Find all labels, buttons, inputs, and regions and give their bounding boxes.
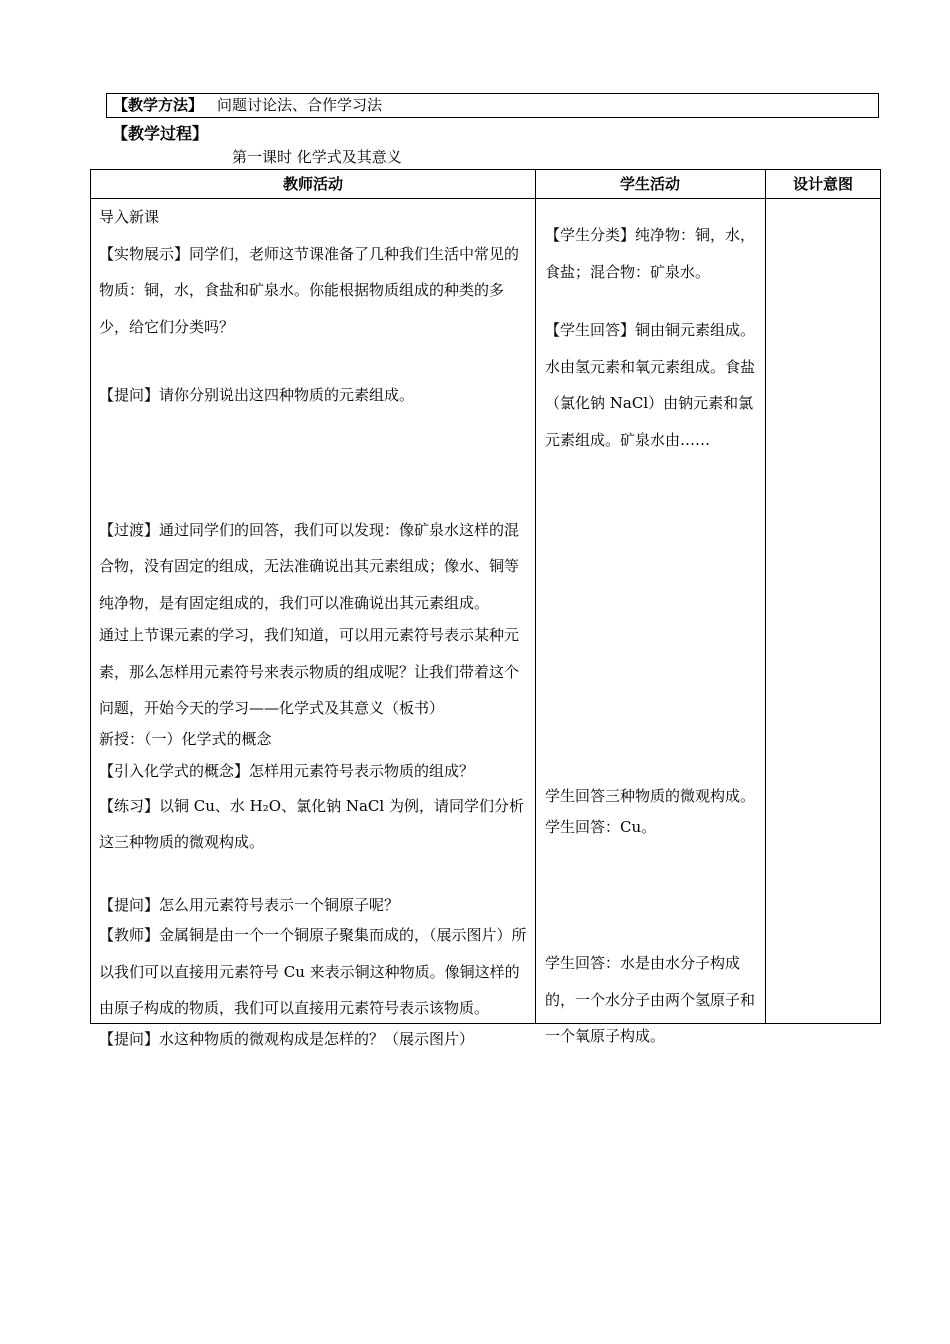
header-student-activity: 学生活动 xyxy=(619,175,680,193)
student-paragraph: 学生回答：水是由水分子构成的，一个水分子由两个氢原子和一个氧原子构成。 xyxy=(545,954,756,1045)
teacher-paragraph: 【提问】请你分别说出这四种物质的元素组成。 xyxy=(99,386,415,404)
teacher-paragraph: 导入新课 xyxy=(99,208,160,226)
teacher-paragraph: 【过渡】通过同学们的回答，我们可以发现：像矿泉水这样的混合物，没有固定的组成，无法准确说出其元素组成；像水、铜等纯净物，是有固定组成的，我们可以准确说出其元素组成。 xyxy=(99,520,520,612)
column-divider xyxy=(535,170,536,1023)
teacher-paragraph: 【实物展示】同学们，老师这节课准备了几种我们生活中常见的物质：铜，水，食盐和矿泉水。你能根据物质组成的种类的多少，给它们分类吗？ xyxy=(99,244,520,336)
teaching-method-value: 问题讨论法、合作学习法 xyxy=(217,96,383,114)
teacher-paragraph: 【提问】水这种物质的微观构成是怎样的？（展示图片） xyxy=(99,1029,475,1048)
student-activity-cell xyxy=(545,199,767,1055)
lesson-table xyxy=(90,169,881,1048)
teacher-paragraph: 【教师】金属铜是由一个一个铜原子聚集而成的，（展示图片）所以我们可以直接用元素符号 Cu 来表示铜这种物质。像铜这样的由原子构成的物质，我们可以直接用元素符号表示该物质。 xyxy=(99,926,527,1017)
teacher-paragraph: 【引入化学式的概念】怎样用元素符号表示物质的组成？ xyxy=(99,762,475,780)
teaching-process-label: 【教学过程】 xyxy=(112,124,209,143)
teacher-paragraph: 新授：（一）化学式的概念 xyxy=(99,729,272,748)
header-design-intent: 设计意图 xyxy=(792,175,853,193)
student-paragraph: 【学生回答】铜由铜元素组成。 水由氢元素和氧元素组成。食盐（氯化钠 NaCl）由钠元素和氯元素组成。矿泉水由…… xyxy=(545,321,756,449)
student-paragraph: 学生回答：Cu。 xyxy=(545,817,657,836)
header-teacher-activity: 教师活动 xyxy=(282,175,343,193)
student-paragraph: 【学生分类】纯净物：铜，水，食盐；混合物：矿泉水。 xyxy=(545,226,756,281)
teacher-paragraph: 【提问】怎么用元素符号表示一个铜原子呢？ xyxy=(99,895,400,914)
teacher-paragraph: 通过上节课元素的学习，我们知道，可以用元素符号表示某种元素，那么怎样用元素符号来表示物质的组成呢？让我们带着这个问题，开始今天的学习——化学式及其意义（板书） xyxy=(99,626,520,717)
teacher-activity-cell xyxy=(99,199,529,1057)
lesson-title: 第一课时 化学式及其意义 xyxy=(232,148,402,166)
teaching-method-label: 【教学方法】 xyxy=(113,96,204,114)
teacher-paragraph: 【练习】以铜 Cu、水 H₂O、氯化钠 NaCl 为例，请同学们分析这三种物质的微观构成。 xyxy=(99,796,524,851)
student-paragraph: 学生回答三种物质的微观构成。 xyxy=(545,787,756,805)
teaching-method-box xyxy=(106,93,879,118)
